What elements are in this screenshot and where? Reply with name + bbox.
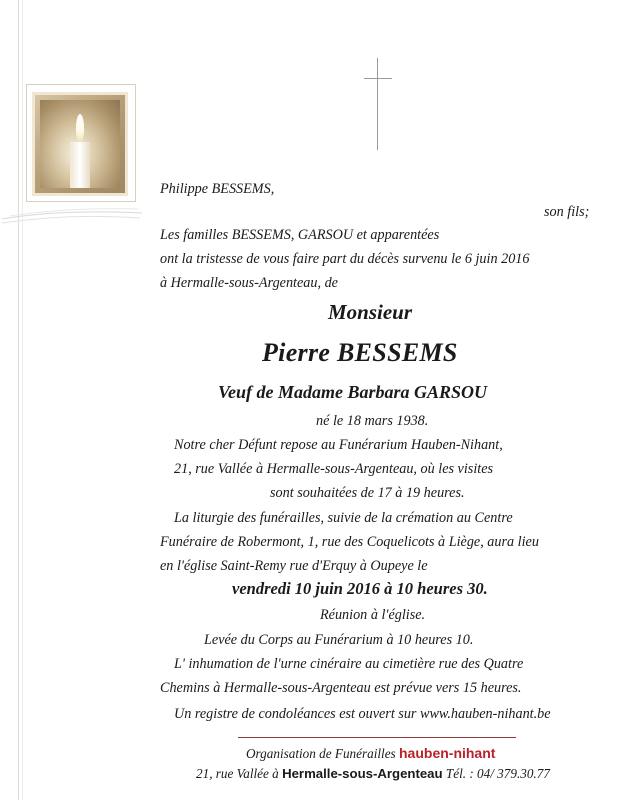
cross-bar bbox=[364, 78, 392, 79]
deceased-name: Pierre BESSEMS bbox=[262, 338, 458, 367]
birth-line: né le 18 mars 1938. bbox=[316, 413, 429, 429]
detail-line-6: en l'église Saint-Remy rue d'Erquy à Oupeye le bbox=[160, 558, 428, 574]
flame-icon bbox=[76, 114, 84, 142]
org-brand-logo: hauben-nihant bbox=[399, 745, 496, 761]
org-line bbox=[246, 746, 495, 760]
detail-line-8: Levée du Corps au Funérarium à 10 heures 10. bbox=[204, 632, 474, 648]
announce-line: ont la tristesse de vous faire part du décès survenu le 6 juin 2016 bbox=[160, 251, 530, 267]
cross-icon bbox=[377, 58, 378, 150]
widower-line: Veuf de Madame Barbara GARSOU bbox=[218, 382, 488, 402]
detail-line-2: 21, rue Vallée à Hermalle-sous-Argenteau, où les visites bbox=[174, 461, 494, 477]
detail-line-1: Notre cher Défunt repose au Funérarium Hauben-Nihant, bbox=[174, 437, 503, 453]
candle-image bbox=[32, 92, 128, 196]
place-line: à Hermalle-sous-Argenteau, de bbox=[160, 275, 338, 291]
org-label: Organisation de Funérailles bbox=[246, 746, 396, 761]
address-town: Hermalle-sous-Argenteau bbox=[282, 766, 443, 781]
detail-line-7: Réunion à l'église. bbox=[320, 607, 426, 623]
condolences-line: Un registre de condoléances est ouvert sur www.hauben-nihant.be bbox=[174, 706, 551, 722]
address-line bbox=[196, 767, 550, 780]
son-name: Philippe BESSEMS, bbox=[160, 181, 275, 197]
son-role: son fils; bbox=[544, 204, 590, 220]
address-prefix: 21, rue Vallée à bbox=[196, 766, 279, 781]
candle-icon bbox=[70, 142, 90, 188]
phone-number: Tél. : 04/ 379.30.77 bbox=[445, 766, 550, 781]
margin-line-light bbox=[22, 0, 23, 800]
footer-divider bbox=[238, 737, 516, 738]
deceased-title: Monsieur bbox=[328, 300, 413, 324]
detail-line-3: sont souhaitées de 17 à 19 heures. bbox=[270, 485, 465, 501]
ceremony-date: vendredi 10 juin 2016 à 10 heures 30. bbox=[232, 579, 488, 598]
margin-line bbox=[18, 0, 19, 800]
detail-line-10: Chemins à Hermalle-sous-Argenteau est prévue vers 15 heures. bbox=[160, 680, 522, 696]
detail-line-5: Funéraire de Robermont, 1, rue des Coquelicots à Liège, aura lieu bbox=[160, 534, 539, 550]
decorative-swoosh bbox=[0, 205, 145, 227]
detail-line-9: L' inhumation de l'urne cinéraire au cimetière rue des Quatre bbox=[174, 656, 524, 672]
detail-line-4: La liturgie des funérailles, suivie de la crémation au Centre bbox=[174, 510, 513, 526]
families-line: Les familles BESSEMS, GARSOU et apparentées bbox=[160, 227, 440, 243]
